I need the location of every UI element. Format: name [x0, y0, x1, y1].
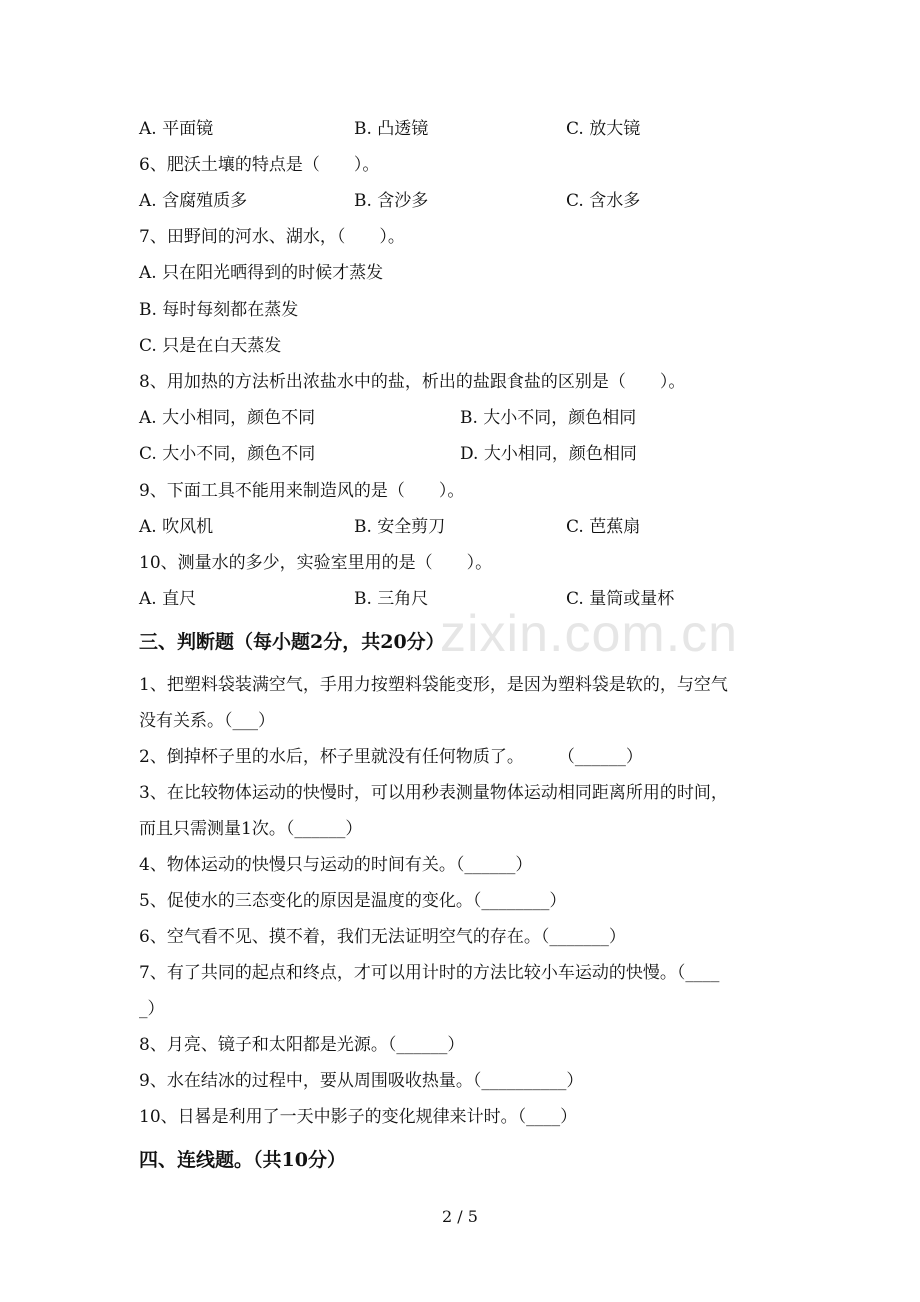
q6-option-a: A. 含腐殖质多 — [139, 191, 248, 211]
q8-option-a: A. 大小相同，颜色不同 — [139, 408, 316, 428]
s3-line-10: _） — [139, 999, 165, 1019]
q7-stem: 7、田野间的河水、湖水，（ ）。 — [139, 227, 405, 247]
q6-option-c: C. 含水多 — [566, 191, 641, 211]
s3-line-7: 5、促使水的三态变化的原因是温度的变化。（________） — [139, 891, 567, 911]
q8-option-b: B. 大小不同，颜色相同 — [460, 408, 637, 428]
s3-line-2: 没有关系。（___） — [139, 711, 275, 731]
q5-option-b: B. 凸透镜 — [354, 119, 429, 139]
q6-stem: 6、肥沃土壤的特点是（ ）。 — [139, 155, 380, 175]
q10-option-a: A. 直尺 — [139, 589, 197, 609]
q8-option-d: D. 大小相同，颜色相同 — [460, 444, 637, 464]
watermark: zixin.com.cn — [440, 605, 739, 663]
s3-line-11: 8、月亮、镜子和太阳都是光源。（______） — [139, 1035, 465, 1055]
s3-line-4: 3、在比较物体运动的快慢时，可以用秒表测量物体运动相同距离所用的时间， — [139, 783, 728, 803]
s3-line-9: 7、有了共同的起点和终点，才可以用计时的方法比较小车运动的快慢。（____ — [139, 963, 720, 983]
s3-line-13: 10、日晷是利用了一天中影子的变化规律来计时。（____） — [139, 1107, 578, 1127]
q10-option-b: B. 三角尺 — [354, 589, 429, 609]
q9-option-c: C. 芭蕉扇 — [566, 517, 641, 537]
q9-option-b: B. 安全剪刀 — [354, 517, 446, 537]
q7-option-c: C. 只是在白天蒸发 — [139, 336, 282, 356]
q7-option-a: A. 只在阳光晒得到的时候才蒸发 — [139, 263, 384, 283]
q10-stem: 10、测量水的多少，实验室里用的是（ ）。 — [139, 553, 493, 573]
s3-line-12: 9、水在结冰的过程中，要从周围吸收热量。（__________） — [139, 1071, 584, 1091]
q6-option-b: B. 含沙多 — [354, 191, 429, 211]
q8-option-c: C. 大小不同，颜色不同 — [139, 444, 316, 464]
q5-option-c: C. 放大镜 — [566, 119, 641, 139]
s3-line-5: 而且只需测量1次。（______） — [139, 819, 363, 839]
q8-stem: 8、用加热的方法析出浓盐水中的盐，析出的盐跟食盐的区别是（ ）。 — [139, 372, 686, 392]
section4-title: 四、连线题。（共10分） — [139, 1149, 346, 1171]
q7-option-b: B. 每时每刻都在蒸发 — [139, 300, 299, 320]
s3-line-8: 6、空气看不见、摸不着，我们无法证明空气的存在。（_______） — [139, 927, 626, 947]
q9-option-a: A. 吹风机 — [139, 517, 214, 537]
section3-title: 三、判断题（每小题2分，共20分） — [139, 631, 445, 653]
s3-line-1: 1、把塑料袋装满空气，手用力按塑料袋能变形，是因为塑料袋是软的，与空气 — [139, 675, 728, 695]
q5-option-a: A. 平面镜 — [139, 119, 214, 139]
q10-option-c: C. 量筒或量杯 — [566, 589, 675, 609]
q9-stem: 9、下面工具不能用来制造风的是（ ）。 — [139, 481, 465, 501]
page-number: 2 / 5 — [442, 1207, 478, 1226]
s3-line-3: 2、倒掉杯子里的水后，杯子里就没有任何物质了。 （______） — [139, 747, 643, 767]
s3-line-6: 4、物体运动的快慢只与运动的时间有关。（______） — [139, 855, 533, 875]
